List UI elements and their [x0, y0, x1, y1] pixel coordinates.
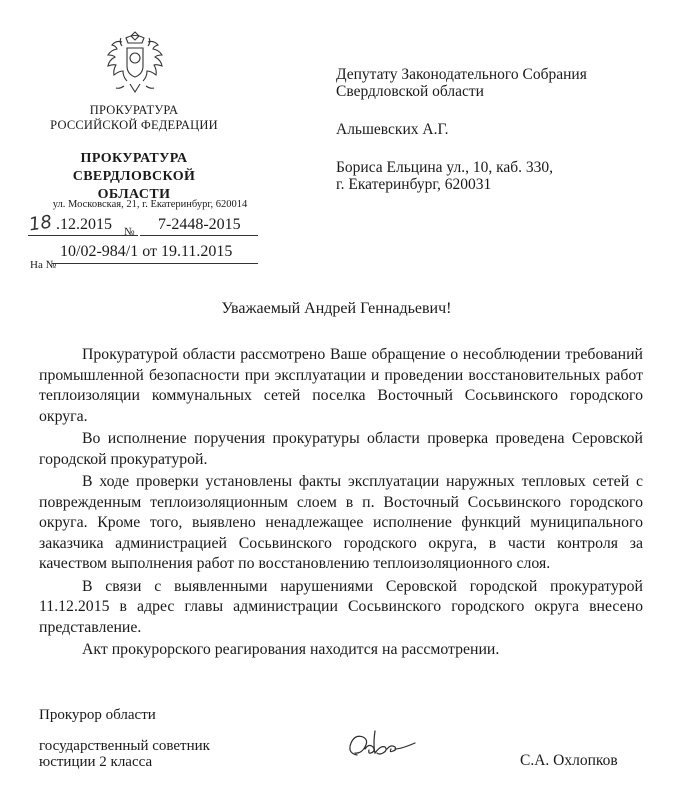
letter-date: .12.2015 [56, 216, 112, 233]
recipient-address-1: Бориса Ельцина ул., 10, каб. 330, [336, 159, 554, 176]
reply-reference: 10/02-984/1 от 19.11.2015 [60, 243, 233, 260]
office-name [40, 150, 228, 204]
body-paragraph-3: В ходе проверки установлены факты эксплуатации наружных тепловых сетей с поврежденным теплоизоляционным слоем в п. Восточный Сосьвинского городского округа. Кроме того, выявлено ненадлежащее исполнение функций муниципального заказчика администрацией Сосьвинского городского округа, в части контроля за качеством выполнения работ по восстановлению теплоизоляционного слоя. [39, 473, 643, 572]
recipient-line-1: Депутату Законодательного Собрания [336, 66, 587, 83]
number-underline [140, 235, 258, 236]
rank-line-1: государственный советник [39, 738, 210, 754]
recipient-address-2: г. Екатеринбург, 620031 [336, 176, 492, 193]
recipient-block [336, 66, 587, 193]
body-paragraph-4: В связи с выявленными нарушениями Серовской городской прокуратурой 11.12.2015 в адрес главы администрации Сосьвинского городского округа внесено представление. [39, 577, 643, 636]
org-name [48, 103, 220, 133]
reply-prefix: На № [30, 259, 57, 271]
salutation: Уважаемый Андрей Геннадьевич! [221, 300, 452, 317]
reply-underline [52, 263, 258, 264]
signatory-title: Прокурор области [39, 707, 156, 723]
body-paragraph-5: Акт прокурорского реагирования находится на рассмотрении. [82, 641, 500, 658]
recipient-name: Альшевских А.Г. [336, 121, 449, 138]
handwritten-day: 18 [27, 211, 54, 236]
recipient-line-2: Свердловской области [336, 83, 484, 100]
number-sign: № [124, 226, 135, 238]
body-paragraph-2: Во исполнение поручения прокуратуры области проверка проведена Серовской городской прокуратурой. [39, 430, 643, 468]
handwritten-signature [343, 725, 418, 761]
body-paragraph-1: Прокуратурой области рассмотрено Ваше обращение о несоблюдении требований промышленной безопасности при эксплуатации и проведении восстановительных работ теплоизоляции коммунальных сетей поселка Восточный Сосьвинского городского округа. [39, 346, 643, 425]
org-line-2: РОССИЙСКОЙ ФЕДЕРАЦИИ [50, 118, 218, 132]
office-line-2: СВЕРДЛОВСКОЙ ОБЛАСТИ [72, 169, 196, 202]
date-underline [28, 235, 138, 236]
coat-of-arms-emblem [100, 28, 170, 100]
signatory-rank [39, 738, 210, 770]
office-line-1: ПРОКУРАТУРА [80, 151, 188, 166]
signatory-name: С.А. Охлопков [520, 752, 618, 769]
office-address: ул. Московская, 21, г. Екатеринбург, 620014 [52, 199, 248, 210]
rank-line-2: юстиции 2 класса [39, 754, 153, 770]
letter-body [39, 345, 643, 663]
org-line-1: ПРОКУРАТУРА [89, 103, 179, 117]
outgoing-number: 7-2448-2015 [158, 216, 241, 233]
